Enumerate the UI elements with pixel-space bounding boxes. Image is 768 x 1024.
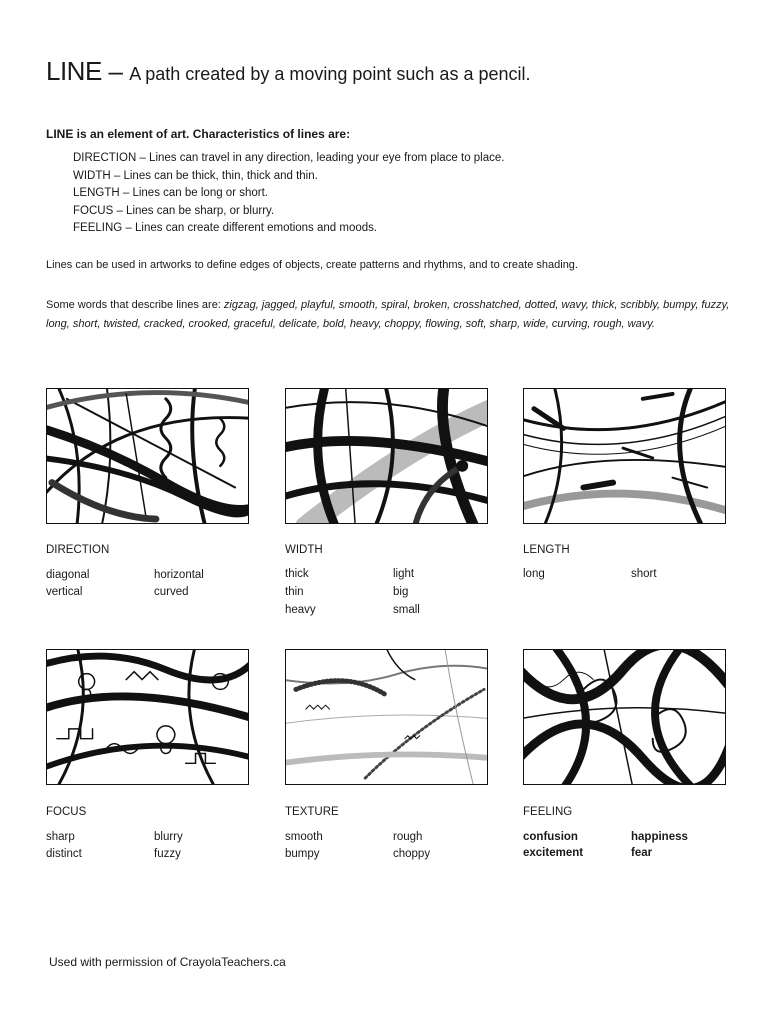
paragraph-uses: Lines can be used in artworks to define edges of objects, create patterns and rhythms, and to create shading. bbox=[46, 259, 578, 271]
width-illustration bbox=[285, 388, 488, 524]
category-word: sharp bbox=[46, 831, 75, 843]
category-word: long bbox=[523, 568, 545, 580]
characteristic-desc: Lines can travel in any direction, leading your eye from place to place. bbox=[149, 152, 505, 164]
characteristic-separator: – bbox=[110, 169, 124, 182]
category-word: blurry bbox=[154, 831, 183, 843]
characteristic-item bbox=[73, 203, 504, 221]
category-title-length: LENGTH bbox=[523, 544, 570, 556]
paragraph-words-lead: Some words that describe lines are: bbox=[46, 299, 224, 311]
category-title-focus: FOCUS bbox=[46, 806, 87, 818]
paragraph-words-list: zigzag, jagged, playful, smooth, spiral, broken, crosshatched, dotted, wavy, thick, scribbly, bumpy, fuzzy, long, short, twisted, cracked, crooked, graceful, delicate, bold, heavy, choppy, flowing, soft, sharp, wide, curving, rough, wavy. bbox=[46, 299, 730, 330]
category-word: rough bbox=[393, 831, 423, 843]
characteristic-item bbox=[73, 185, 504, 203]
category-word: light bbox=[393, 568, 415, 580]
title-definition: A path created by a moving point such as a pencil. bbox=[129, 64, 531, 84]
feeling-illustration bbox=[523, 649, 726, 785]
characteristic-term: DIRECTION bbox=[73, 152, 137, 164]
length-illustration bbox=[523, 388, 726, 524]
focus-illustration bbox=[46, 649, 249, 785]
paragraph-words bbox=[46, 296, 736, 334]
intro-text: LINE is an element of art. Characteristics of lines are: bbox=[46, 127, 351, 141]
characteristic-term: FOCUS bbox=[73, 204, 114, 217]
characteristic-desc: Lines can be thick, thin, thick and thin. bbox=[123, 169, 318, 182]
category-title-texture: TEXTURE bbox=[285, 806, 339, 818]
category-word: fear bbox=[631, 847, 653, 859]
category-word: vertical bbox=[46, 586, 83, 598]
category-word: small bbox=[393, 604, 420, 616]
direction-illustration bbox=[46, 388, 249, 524]
category-word: heavy bbox=[285, 604, 316, 616]
characteristic-term: WIDTH bbox=[73, 169, 111, 182]
category-title-direction: DIRECTION bbox=[46, 544, 110, 556]
characteristic-separator: – bbox=[122, 222, 136, 235]
category-word: big bbox=[393, 586, 409, 598]
category-word: fuzzy bbox=[154, 848, 181, 860]
characteristic-separator: – bbox=[136, 152, 150, 164]
characteristic-desc: Lines can be long or short. bbox=[132, 187, 268, 200]
texture-illustration bbox=[285, 649, 488, 785]
category-word: smooth bbox=[285, 831, 323, 843]
title-dash: – bbox=[101, 56, 130, 86]
characteristic-term: LENGTH bbox=[73, 187, 120, 200]
category-word: happiness bbox=[631, 831, 688, 843]
category-title-width: WIDTH bbox=[285, 544, 323, 556]
category-word: excitement bbox=[523, 847, 584, 859]
category-word: choppy bbox=[393, 848, 431, 860]
category-word: short bbox=[631, 568, 657, 580]
category-word: horizontal bbox=[154, 569, 204, 581]
category-title-feeling: FEELING bbox=[523, 806, 573, 818]
characteristic-desc: Lines can be sharp, or blurry. bbox=[126, 204, 275, 217]
characteristic-item bbox=[73, 150, 504, 168]
characteristic-separator: – bbox=[113, 204, 127, 217]
characteristic-term: FEELING bbox=[73, 222, 123, 235]
category-word: thick bbox=[285, 568, 309, 580]
category-word: curved bbox=[154, 586, 189, 598]
footer-credit: Used with permission of CrayolaTeachers.ca bbox=[49, 955, 286, 969]
category-word: diagonal bbox=[46, 569, 90, 581]
characteristic-separator: – bbox=[119, 187, 133, 200]
characteristic-item bbox=[73, 220, 504, 238]
category-word: distinct bbox=[46, 848, 82, 860]
category-word: confusion bbox=[523, 831, 578, 843]
category-word: bumpy bbox=[285, 848, 320, 860]
characteristic-item bbox=[73, 168, 504, 186]
category-word: thin bbox=[285, 586, 304, 598]
page-title bbox=[46, 56, 530, 87]
title-term: LINE bbox=[46, 56, 102, 86]
characteristics-list bbox=[73, 150, 504, 238]
characteristic-desc: Lines can create different emotions and moods. bbox=[135, 222, 378, 235]
